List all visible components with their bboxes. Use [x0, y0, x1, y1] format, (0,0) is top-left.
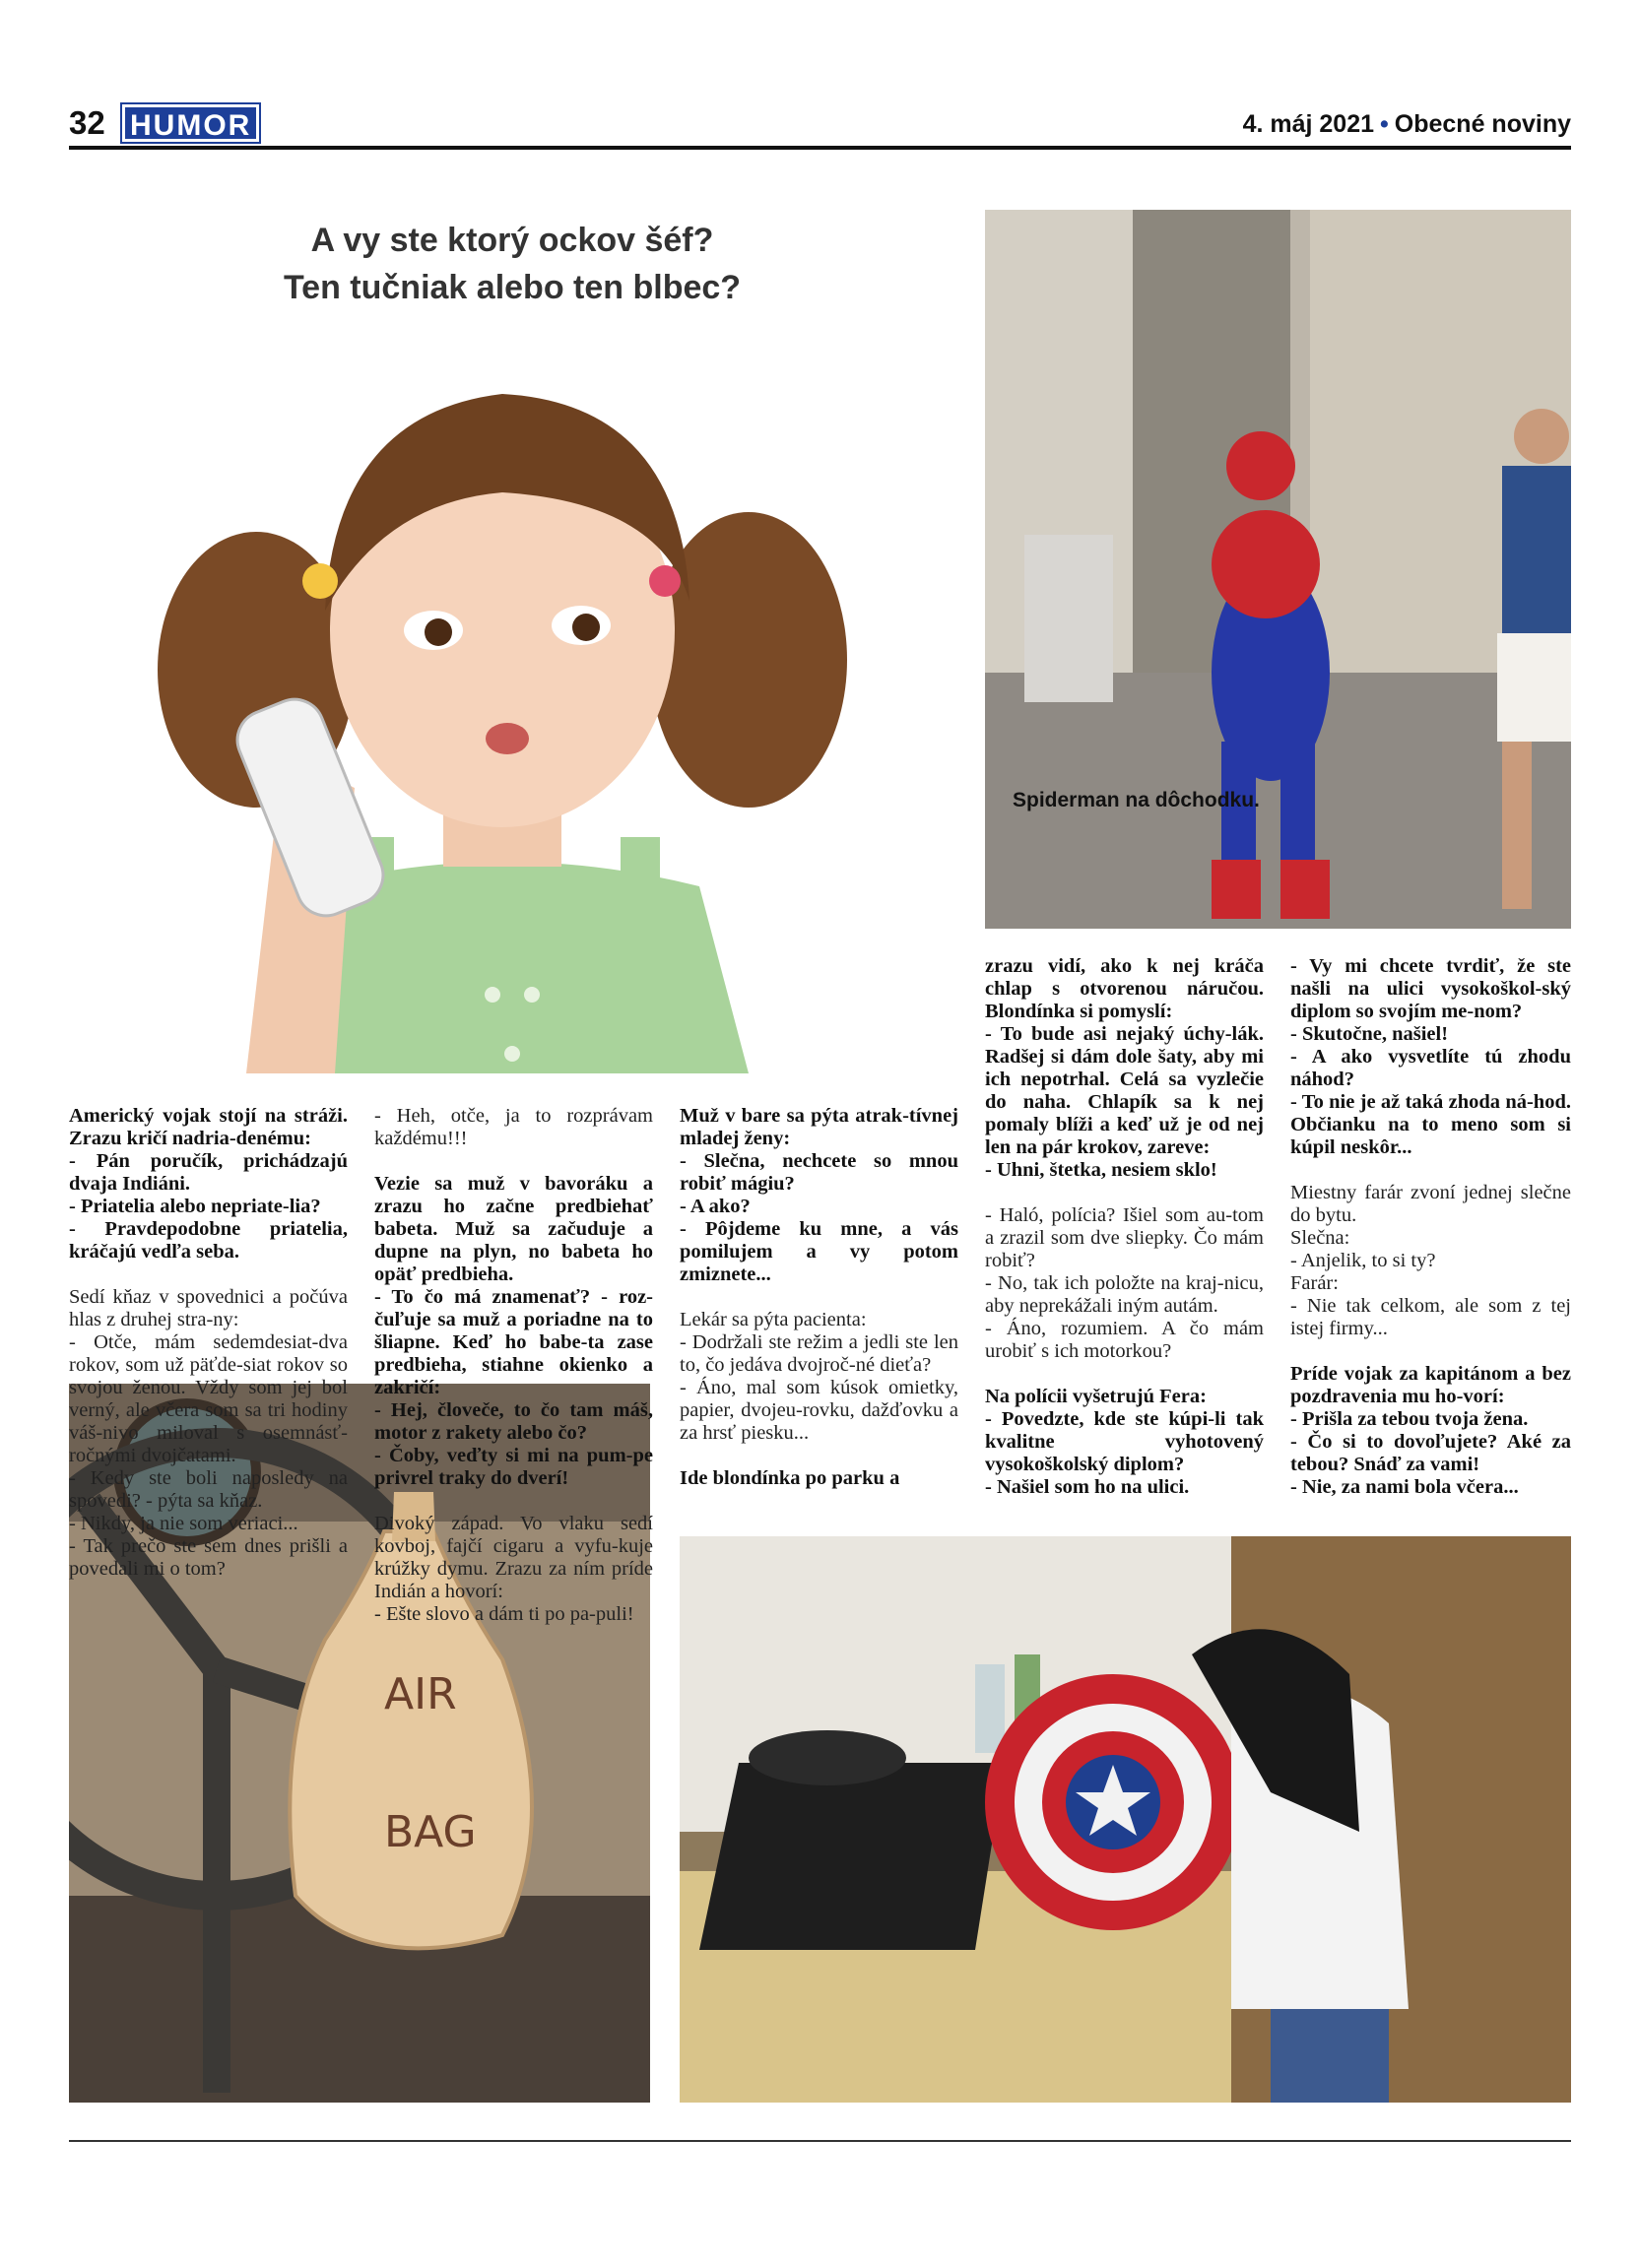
column-3 [680, 1105, 958, 1513]
joke-line: - Anjelik, to si ty? [1290, 1250, 1436, 1271]
joke-line: - Haló, polícia? Išiel som au-tom a zrazil som dve sliepky. Čo mám robiť? [985, 1204, 1264, 1271]
joke-line: - Dodržali ste režim a jedli ste len to, čo jedáva dvojroč-né dieťa? [680, 1331, 958, 1376]
joke-line: - Kedy ste boli naposledy na spovedi? - pýta sa kňaz. [69, 1467, 348, 1512]
photo-joke-line-1: A vy ste ktorý ockov šéf? [310, 222, 714, 259]
photo-joke-headline [207, 217, 818, 311]
joke-priest [1290, 1182, 1571, 1340]
header-dateline [1243, 110, 1571, 139]
joke-captain [1290, 1363, 1571, 1499]
section-label: HUMOR [122, 104, 259, 142]
joke-line: - Pán poručík, prichádzajú dvaja Indiáni. [69, 1150, 348, 1195]
bag-text-bag: BAG [384, 1807, 477, 1857]
joke-line: - Našiel som ho na ulici. [985, 1476, 1190, 1498]
spiderman-illustration [985, 210, 1571, 929]
joke-line: - Nikdy, ja nie som veriaci... [69, 1513, 298, 1534]
spiderman-caption: Spiderman na dôchodku. [1013, 789, 1260, 811]
joke-line: - A ako? [680, 1196, 751, 1217]
joke-line: - Čoby, veďty si mi na pum-pe privrel traky do dverí! [374, 1445, 653, 1489]
joke-line: Miestny farár zvoní jednej slečne do bytu. [1290, 1182, 1571, 1226]
joke-line: Slečna: [1290, 1227, 1350, 1249]
joke-line: - Áno, mal som kúsok omietky, papier, dvojeu-rovku, dažďovku a za hrsť piesku... [680, 1377, 958, 1444]
girl-illustration [69, 207, 926, 1083]
joke-line: - A ako vysvetlíte tú zhodu náhod? [1290, 1046, 1571, 1090]
column-5 [1290, 955, 1571, 1522]
joke-line: - Ešte slovo a dám ti po pa-puli! [374, 1603, 634, 1625]
joke-line: - Vy mi chcete tvrdiť, že ste našli na ulici vysokoškol-ský diplom so svojím me-nom? [1290, 955, 1571, 1022]
joke-wild-west [374, 1513, 653, 1626]
joke-line: - To bude asi nejaký úchy-lák. Radšej si dám dole šaty, aby mi ich nepotrhal. Celá sa vyzlečie do naha. Chlapík sa k nej pomaly blíži a keď už je od nej len na pár krokov, zareve: [985, 1023, 1264, 1158]
joke-line: Farár: [1290, 1272, 1339, 1294]
joke-line: - Nie, za nami bola včera... [1290, 1476, 1519, 1498]
joke-line: Lekár sa pýta pacienta: [680, 1309, 867, 1330]
joke-line: zrazu vidí, ako k nej kráča chlap s otvorenou náručou. Blondínka si pomyslí: [985, 955, 1264, 1022]
photo-joke-line-2: Ten tučniak alebo ten blbec? [283, 269, 742, 306]
joke-soldier-indians [69, 1105, 348, 1264]
joke-blonde-start: Ide blondínka po parku a [680, 1467, 900, 1489]
kitchen-shield-photo [680, 1536, 1571, 2103]
joke-line: - Hej, človeče, to čo tam máš, motor z rakety alebo čo? [374, 1399, 653, 1444]
column-2 [374, 1105, 653, 1649]
joke-line: Muž v bare sa pýta atrak-tívnej mladej ženy: [680, 1105, 958, 1149]
joke-line: Sedí kňaz v spovednici a počúva hlas z druhej stra-ny: [69, 1286, 348, 1330]
page-number: 32 [69, 104, 105, 141]
bag-text-air: AIR [384, 1669, 457, 1719]
joke-line: - Pravdepodobne priatelia, kráčajú vedľa seba. [69, 1218, 348, 1263]
joke-doctor [680, 1309, 958, 1445]
joke-line: Americký vojak stojí na stráži. Zrazu kričí nadria-denému: [69, 1105, 348, 1149]
joke-confession [69, 1286, 348, 1581]
joke-line: Príde vojak za kapitánom a bez pozdravenia mu ho-vorí: [1290, 1363, 1571, 1407]
joke-police-hens [985, 1204, 1264, 1363]
joke-diploma-end [1290, 955, 1571, 1159]
joke-line: - Nie tak celkom, ale som z tej istej firmy... [1290, 1295, 1571, 1339]
joke-line: - To nie je až taká zhoda ná-hod. Občianku na to meno som si kúpil neskôr... [1290, 1091, 1571, 1158]
joke-line: Vezie sa muž v bavoráku a zrazu ho začne predbiehať babeta. Muž sa začuduje a dupne na plyn, no babeta ho opäť predbieha. [374, 1173, 653, 1285]
joke-line: - Otče, mám sedemdesiat-dva rokov, som už päťde-siat rokov so svojou ženou. Vždy som jej bol verný, ale včera som sa tri hodiny váš-nivo miloval s osemnásť-ročnými dvojčatami. [69, 1331, 348, 1466]
header-rule [69, 146, 1571, 150]
column-4 [985, 955, 1264, 1522]
joke-line: - Áno, rozumiem. A čo mám urobiť s ich motorkou? [985, 1318, 1264, 1362]
footer-rule [69, 2140, 1571, 2142]
joke-line: - To čo má znamenať? - roz-čuľuje sa muž a poriadne na to šliapne. Keď ho babe-ta zase predbieha, stiahne okienko a zakričí: [374, 1286, 653, 1398]
column-1 [69, 1105, 348, 1603]
joke-line: - Povedzte, kde ste kúpi-li tak kvalitne vyhotovený vysokoškolský diplom? [985, 1408, 1264, 1475]
joke-line: - Uhni, štetka, nesiem sklo! [985, 1159, 1217, 1181]
kitchen-illustration [680, 1536, 1571, 2103]
joke-diploma [985, 1386, 1264, 1499]
issue-date: 4. máj 2021 [1242, 110, 1375, 138]
separator-dot: • [1380, 110, 1389, 138]
joke-line: - Slečna, nechcete so mnou robiť mágiu? [680, 1150, 958, 1195]
joke-confession-end: - Heh, otče, ja to rozprávam každému!!! [374, 1105, 653, 1149]
girl-phone-photo [69, 207, 926, 1083]
page-header [69, 102, 1571, 150]
joke-line: - Skutočne, našiel! [1290, 1023, 1449, 1045]
publication-name: Obecné noviny [1394, 110, 1571, 138]
joke-line: - Prišla za tebou tvoja žena. [1290, 1408, 1529, 1430]
joke-line: - Priatelia alebo nepriate-lia? [69, 1196, 321, 1217]
joke-magic [680, 1105, 958, 1286]
joke-line: Na polícii vyšetrujú Fera: [985, 1386, 1207, 1407]
joke-line: - No, tak ich položte na kraj-nicu, aby neprekážali iným autám. [985, 1272, 1264, 1317]
joke-moped [374, 1173, 653, 1490]
joke-line: - Čo si to dovoľujete? Aké za tebou? Snáď za vami! [1290, 1431, 1571, 1475]
joke-line: - Pôjdeme ku mne, a vás pomilujem a vy potom zmiznete... [680, 1218, 958, 1285]
joke-line: Divoký západ. Vo vlaku sedí kovboj, fajčí cigaru a vyfu-kuje krúžky dymu. Zrazu za ním príde Indián a hovorí: [374, 1513, 653, 1602]
joke-blonde [985, 955, 1264, 1182]
joke-line: - Tak prečo ste sem dnes prišli a povedali mi o tom? [69, 1535, 348, 1580]
spiderman-photo [985, 210, 1571, 929]
